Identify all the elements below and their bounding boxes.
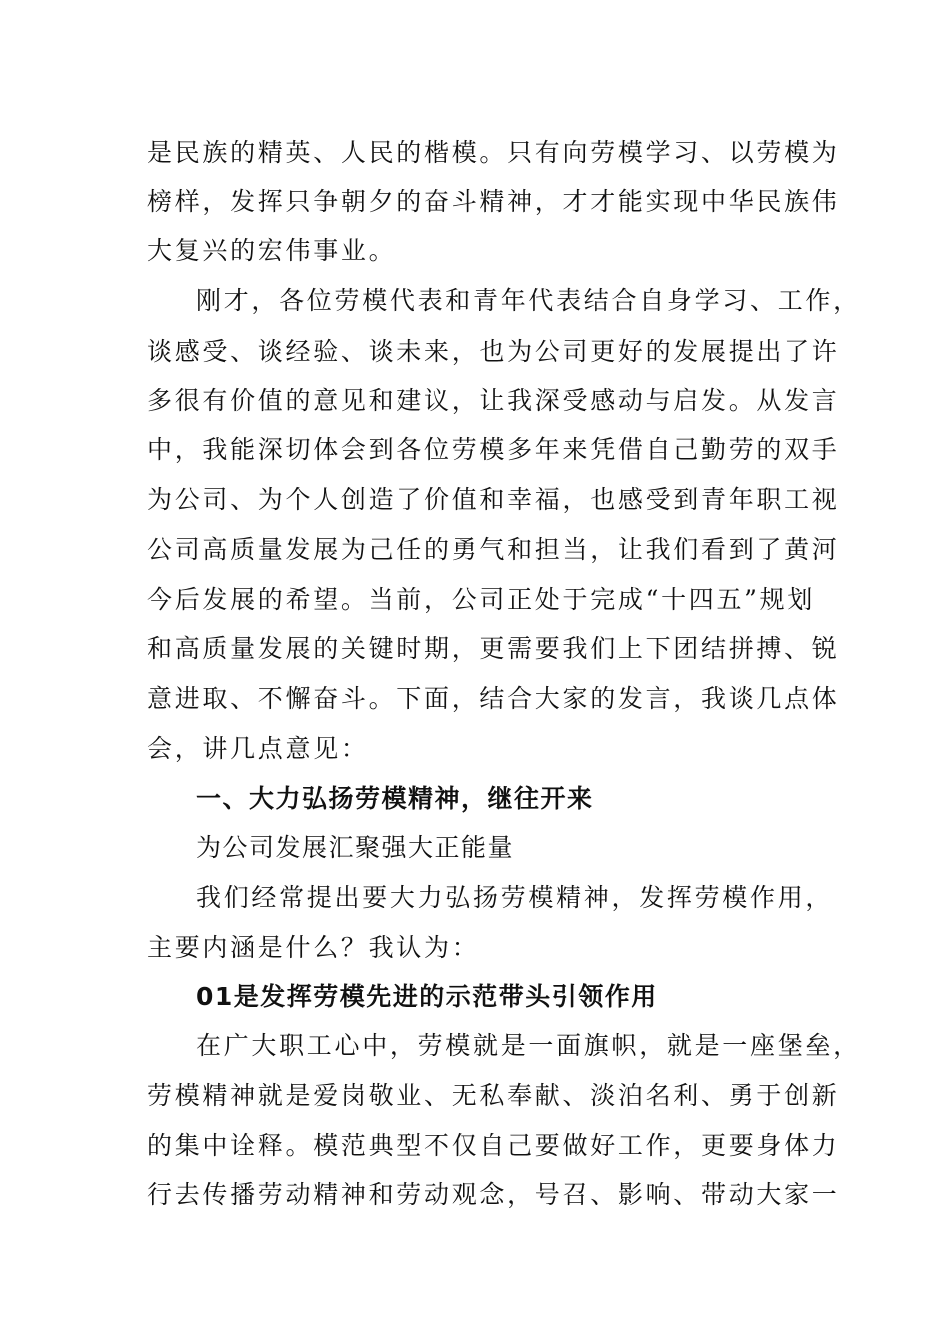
body-text-line: 大复兴的宏伟事业。	[147, 236, 397, 265]
body-text-line: 刚才，各位劳模代表和青年代表结合自身学习、工作，	[196, 286, 861, 315]
body-text-line: 意进取、不懈奋斗。下面，结合大家的发言，我谈几点体	[147, 684, 840, 713]
body-text-line: 和高质量发展的关键时期，更需要我们上下团结拼搏、锐	[147, 634, 840, 663]
body-text-line: 为公司、为个人创造了价值和幸福，也感受到青年职工视	[147, 485, 840, 514]
body-text-line: 榜样，发挥只争朝夕的奋斗精神，才才能实现中华民族伟	[147, 187, 840, 216]
body-text-line: 中，我能深切体会到各位劳模多年来凭借自己勤劳的双手	[147, 435, 840, 464]
body-text-line: 主要内涵是什么？我认为：	[147, 933, 480, 962]
body-text-line: 多很有价值的意见和建议，让我深受感动与启发。从发言	[147, 386, 840, 415]
section-heading: 一、大力弘扬劳模精神，继往开来	[196, 784, 594, 813]
body-text-line: 劳模精神就是爱岗敬业、无私奉献、淡泊名利、勇于创新	[147, 1081, 840, 1110]
body-text-line: 谈感受、谈经验、谈未来，也为公司更好的发展提出了许	[147, 337, 840, 366]
body-text-line: 在广大职工心中，劳模就是一面旗帜，就是一座堡垒，	[196, 1031, 861, 1060]
point-heading: 01是发挥劳模先进的示范带头引领作用	[196, 982, 658, 1011]
body-text-line: 公司高质量发展为己任的勇气和担当，让我们看到了黄河	[147, 535, 840, 564]
body-text-line: 今后发展的希望。当前，公司正处于完成“十四五”规划	[147, 585, 816, 614]
section-subheading: 为公司发展汇聚强大正能量	[196, 833, 515, 862]
body-text-line: 我们经常提出要大力弘扬劳模精神，发挥劳模作用，	[196, 883, 834, 912]
body-text-line: 的集中诠释。模范典型不仅自己要做好工作，更要身体力	[147, 1131, 840, 1160]
body-text-line: 会，讲几点意见：	[147, 734, 369, 763]
body-text-line: 是民族的精英、人民的楷模。只有向劳模学习、以劳模为	[147, 138, 840, 167]
body-text-line: 行去传播劳动精神和劳动观念，号召、影响、带动大家一	[147, 1180, 840, 1209]
